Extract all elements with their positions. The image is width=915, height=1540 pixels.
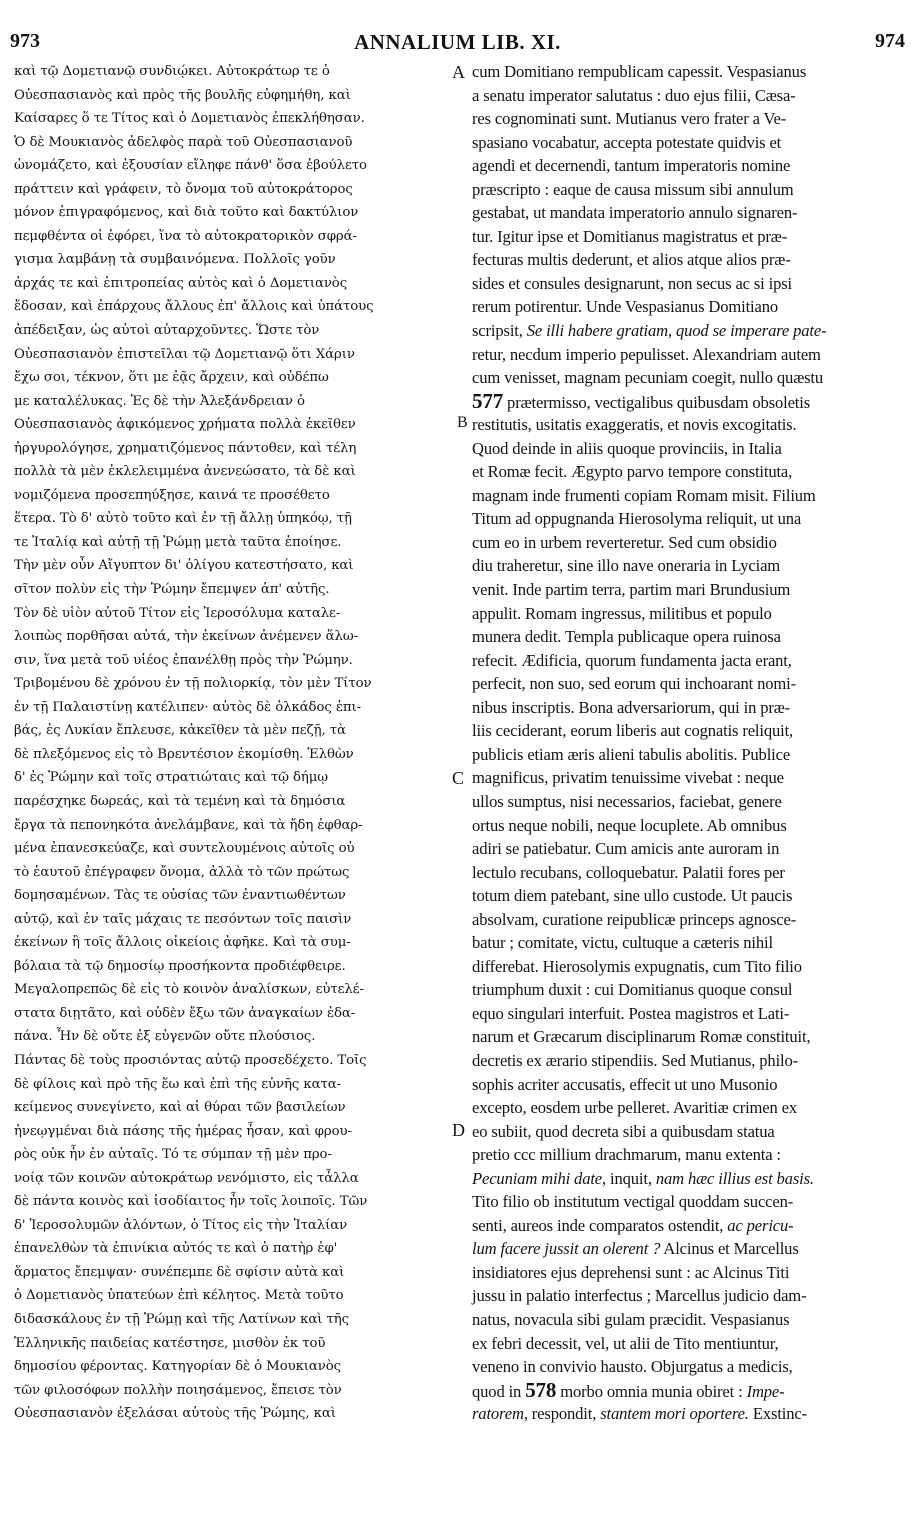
greek-line: τὸ ἑαυτοῦ ἐπέγραφεν ὄνομα, ἀλλὰ τὸ τῶν πρώτως bbox=[14, 864, 350, 880]
latin-line: liis ceciderant, eorum liberis aut cognatis reliquit, bbox=[472, 721, 794, 741]
greek-line: σιν, ἵνα μετὰ τοῦ υἱέος ἐπανέλθῃ πρὸς τὴν Ῥώμην. bbox=[14, 652, 353, 668]
greek-line: παρέσχηκε δωρεάς, καὶ τὰ τεμένη καὶ τὰ δημόσια bbox=[14, 793, 346, 809]
latin-line: appulit. Romam ingressus, militibus et populo bbox=[472, 603, 772, 623]
latin-line bbox=[472, 319, 904, 343]
greek-text-column bbox=[14, 60, 454, 1426]
greek-line: Πάντας δὲ τοὺς προσιόντας αὐτῷ προσεδέχετο. Τοῖς bbox=[14, 1052, 367, 1068]
latin-line: absolvam, curatione reipublicæ princeps agnosce- bbox=[472, 909, 797, 929]
latin-line: jussu in palatio interfectus ; Marcellus judicio dam- bbox=[472, 1286, 807, 1306]
greek-line: με καταλέλυκας. Ἐς δὲ τὴν Ἀλεξάνδρειαν ὁ bbox=[14, 393, 305, 409]
greek-line: δὲ φίλοις καὶ πρὸ τῆς ἕω καὶ ἐπὶ τῆς εὐνῆς κατα- bbox=[14, 1076, 341, 1092]
latin-line: cum eo in urbem reverteretur. Sed cum obsidio bbox=[472, 532, 777, 552]
greek-line: δὲ πάντα κοινὸς καὶ ἰσοδίαιτος ἦν τοῖς λοιποῖς. Τῶν bbox=[14, 1194, 368, 1210]
latin-line: refecit. Ædificia, quorum fundamenta jacta erant, bbox=[472, 650, 792, 670]
quotation-italic: ac pericu- bbox=[727, 1215, 794, 1235]
greek-line: ἅρματος ἔπεμψαν· συνέπεμπε δὲ σφίσιν αὐτὰ καὶ bbox=[14, 1264, 345, 1280]
greek-line: βάς, ἐς Λυκίαν ἔπλευσε, κἀκεῖθεν τὰ μὲν πεζῇ, τὰ bbox=[14, 723, 346, 739]
greek-line: δομησαμένων. Τὰς τε οὐσίας τῶν ἐναντιωθέντων bbox=[14, 888, 346, 904]
latin-line: pretio ccc millium drachmarum, manu extenta : bbox=[472, 1145, 781, 1165]
greek-line: στατα διῃτᾶτο, καὶ οὐδὲν ἔξω τῶν ἀναγκαίων ἐδα- bbox=[14, 1005, 356, 1021]
section-marker-b: B bbox=[457, 414, 468, 431]
greek-line: ρὸς οὐκ ἦν ἐν αὐταῖς. Τό τε σύμπαν τῇ μὲν προ- bbox=[14, 1147, 332, 1163]
greek-line: Οὐεσπασιανὸς ἀφικόμενος χρήματα πολλὰ ἐκεῖθεν bbox=[14, 417, 356, 433]
greek-line: Τριβομένου δὲ χρόνου ἐν τῇ πολιορκίᾳ, τὸν μὲν Τίτον bbox=[14, 676, 372, 692]
latin-line: et Romæ fecit. Ægypto parvo tempore constituta, bbox=[472, 462, 793, 482]
greek-line: ἠργυρολόγησε, χρηματιζόμενος πάντοθεν, καὶ τέλη bbox=[14, 440, 357, 456]
greek-line: βόλαια τὰ τῷ δημοσίῳ προσήκοντα προδιέφθειρε. bbox=[14, 958, 346, 974]
latin-line: triumphum duxit : cui Domitianus quoque consul bbox=[472, 980, 793, 1000]
latin-line bbox=[472, 1379, 904, 1403]
greek-line: ἀπέδειξαν, ὡς αὐτοὶ αὐταρχοῦντες. Ὥστε τὸν bbox=[14, 323, 320, 339]
latin-line: nibus inscriptis. Bona adversariorum, qui in præ- bbox=[472, 697, 791, 717]
greek-line: πράττειν καὶ γράφειν, τὸ ὄνομα τοῦ αὐτοκράτορος bbox=[14, 181, 353, 197]
latin-line: restitutis, usitatis exaggeratis, et novis excogitatis. bbox=[472, 415, 797, 435]
greek-line: αὐτῷ, καὶ ἐν ταῖς μάχαις τε πεσόντων τοῖς παισὶν bbox=[14, 911, 352, 927]
greek-line: Τὸν δὲ υἱὸν αὐτοῦ Τίτον εἰς Ἱεροσόλυμα καταλε- bbox=[14, 605, 341, 621]
quotation-italic: nam hæc illius est basis. bbox=[655, 1168, 814, 1188]
greek-line: Οὐεσπασιανὸν ἐπιστεῖλαι τῷ Δομετιανῷ ὅτι Χάριν bbox=[14, 346, 355, 362]
latin-line: ullos sumptus, nisi necessarios, faciebat, genere bbox=[472, 791, 782, 811]
latin-text: , respondit, bbox=[523, 1404, 601, 1424]
latin-line bbox=[472, 1402, 904, 1426]
right-page-number: 974 bbox=[875, 30, 905, 52]
greek-line: Ἑλληνικῆς παιδείας κατέστησε, μισθὸν ἐκ τοῦ bbox=[14, 1335, 326, 1351]
latin-line bbox=[472, 1167, 904, 1191]
latin-text: , inquit, bbox=[602, 1168, 656, 1188]
quotation-italic: ratorem bbox=[472, 1404, 524, 1424]
greek-line: πάνα. Ἦν δὲ οὔτε ἐξ εὐγενῶν οὔτε πλούσιος. bbox=[14, 1029, 316, 1045]
latin-line: a senatu imperator salutatus : duo ejus filii, Cæsa- bbox=[472, 85, 796, 105]
margin-section-number: 578 bbox=[525, 1377, 557, 1402]
greek-line: σῖτον πολὺν εἰς τὴν Ῥώμην ἔπεμψεν ἀπ' αὐτῆς. bbox=[14, 582, 330, 598]
section-marker-d: D bbox=[452, 1120, 465, 1140]
latin-line: publicis etiam æris alieni tabulis abolitis. Publice bbox=[472, 744, 791, 764]
latin-line: equo singulari interfuit. Postea magistros et Lati- bbox=[472, 1003, 790, 1023]
greek-line: τε Ἰταλίᾳ καὶ αὐτῇ τῇ Ῥώμῃ μετὰ ταῦτα ἐποίησε. bbox=[14, 534, 342, 550]
greek-line: ἕτερα. Τὸ δ' αὐτὸ τοῦτο καὶ ἐν τῇ ἄλλῃ ὑπηκόῳ, τῇ bbox=[14, 511, 352, 527]
latin-line: ex febri decessit, vel, ut alii de Tito mentiuntur, bbox=[472, 1333, 779, 1353]
latin-text: scripsit, bbox=[472, 321, 527, 341]
greek-line: ὁ Δομετιανὸς ὑπατεύων ἐπὶ κέλητος. Μετὰ τοῦτο bbox=[14, 1288, 344, 1304]
latin-text: Alcinus et Marcellus bbox=[660, 1239, 799, 1259]
greek-line: ἠνεῳγμέναι διὰ πάσης τῆς ἡμέρας ἦσαν, καὶ φρου- bbox=[14, 1123, 352, 1139]
quotation-italic: retur, necdum imperio pepulisset. Alexandriam autem bbox=[472, 344, 821, 364]
latin-line: præscripto : eaque de causa missum sibi annulum bbox=[472, 179, 794, 199]
greek-line: γισμα λαμβάνῃ τὰ συμβαινόμενα. Πολλοῖς γοῦν bbox=[14, 252, 336, 268]
latin-line: tur. Igitur ipse et Domitianus magistratus et præ- bbox=[472, 226, 788, 246]
greek-line: ἔδοσαν, καὶ ἐπάρχους ἄλλους ἐπ' ἄλλοις καὶ ὑπάτους bbox=[14, 299, 374, 315]
latin-line: fecturas multis dederunt, et alios atque alios præ- bbox=[472, 250, 791, 270]
latin-line: venit. Inde partim terra, partim mari Brundusium bbox=[472, 580, 791, 600]
greek-line: Ὁ δὲ Μουκιανὸς ἀδελφὸς παρὰ τοῦ Οὐεσπασιανοῦ bbox=[14, 134, 353, 150]
greek-line: καὶ τῷ Δομετιανῷ συνδιῴκει. Αὐτοκράτωρ τε ὁ bbox=[14, 64, 330, 79]
latin-line: rerum potirentur. Unde Vespasianus Domitiano bbox=[472, 297, 779, 317]
quotation-italic: stantem mori oportere. bbox=[600, 1404, 749, 1424]
left-page-number: 973 bbox=[10, 30, 40, 52]
greek-line: ἐν τῇ Παλαιστίνῃ κατέλιπεν· αὐτὸς δὲ ὁλκάδος ἐπι- bbox=[14, 699, 362, 715]
quotation-italic: lum facere jussit an olerent ? bbox=[472, 1239, 661, 1259]
quotation-italic: Pecuniam mihi date bbox=[472, 1168, 603, 1188]
latin-line: magnam inde frumenti copiam Romam misit. Filium bbox=[472, 485, 816, 505]
latin-line: magnificus, privatim tenuissime vivebat : neque bbox=[472, 768, 784, 788]
latin-line bbox=[472, 343, 904, 367]
latin-text: prætermisso, vectigalibus quibusdam obsoletis bbox=[503, 392, 811, 412]
greek-line: ἀρχάς τε καὶ ἐπιτροπείας αὐτὸς καὶ ὁ Δομετιανὸς bbox=[14, 275, 348, 291]
latin-line: perfecit, non suo, sed eorum qui inchoarant nomi- bbox=[472, 674, 796, 694]
greek-line: δὲ πλεξόμενος εἰς τὸ Βρεντέσιον ἐκομίσθη. Ἐλθὼν bbox=[14, 746, 354, 762]
greek-line: τῶν φιλοσόφων πολλὴν ποιησάμενος, ἔπεισε τὸν bbox=[14, 1382, 342, 1398]
latin-line: differebat. Hierosolymis expugnatis, cum Tito filio bbox=[472, 956, 802, 976]
latin-line: natus, novacula sibi gulam præcidit. Vespasianus bbox=[472, 1309, 790, 1329]
page-header bbox=[10, 30, 905, 58]
latin-line bbox=[472, 1237, 904, 1261]
greek-line: πεμφθέντα οἱ ἐφόρει, ἵνα τὸ αὐτοκρατορικὸν σφρά- bbox=[14, 228, 357, 244]
greek-line: Οὐεσπασιανὸν ἐξελάσαι αὐτοὺς τῆς Ῥώμης, καὶ bbox=[14, 1406, 336, 1422]
latin-text: senti, aureos inde comparatos ostendit, bbox=[472, 1215, 728, 1235]
latin-line: res cognominati sunt. Mutianus vero frater a Ve- bbox=[472, 109, 787, 129]
greek-line: Τὴν μὲν οὖν Αἴγυπτον δι' ὀλίγου κατεστήσατο, καὶ bbox=[14, 558, 354, 574]
quotation-italic: Impe- bbox=[746, 1381, 785, 1401]
greek-line: ἔργα τὰ πεπονηκότα ἀνελάμβανε, καὶ τὰ ἤδη ἐφθαρ- bbox=[14, 817, 363, 833]
latin-line: munera dedit. Templa publicaque opera ruinosa bbox=[472, 627, 781, 647]
greek-line: νοίᾳ τῶν κοινῶν αὐτοκράτωρ νενόμιστο, εἰς τἆλλα bbox=[14, 1170, 359, 1186]
greek-line: μόνον ἐπιγραφόμενος, καὶ διὰ τοῦτο καὶ δακτύλιον bbox=[14, 205, 359, 221]
greek-line: ὠνομάζετο, καὶ ἐξουσίαν εἴληφε πάνθ' ὅσα ἐβούλετο bbox=[14, 158, 367, 174]
latin-line bbox=[472, 390, 904, 414]
latin-line: narum et Græcarum disciplinarum Romæ constituit, bbox=[472, 1027, 811, 1047]
section-marker-a: A bbox=[452, 62, 465, 82]
running-title: ANNALIUM LIB. XI. bbox=[354, 30, 561, 54]
greek-line: Οὐεσπασιανὸς καὶ πρὸς τῆς βουλῆς εὐφημήθη, καὶ bbox=[14, 87, 351, 103]
latin-line: Titum ad oppugnanda Hierosolyma reliquit, ut una bbox=[472, 509, 802, 529]
latin-text: morbo omnia munia obiret : bbox=[556, 1381, 747, 1401]
greek-line: διδασκάλους ἐν τῇ Ῥώμῃ καὶ τῆς Λατίνων καὶ τῆς bbox=[14, 1311, 349, 1327]
greek-line: Καίσαρες ὅ τε Τίτος καὶ ὁ Δομετιανὸς ἐπεκλήθησαν. bbox=[14, 111, 365, 127]
latin-line: excepto, eosdem urbe pelleret. Avaritiæ crimen ex bbox=[472, 1098, 798, 1118]
latin-line: gestabat, ut mandata imperatorio annulo signaren- bbox=[472, 203, 798, 223]
latin-text-column bbox=[472, 60, 904, 1426]
latin-line: Quod deinde in aliis quoque provinciis, in Italia bbox=[472, 438, 782, 458]
greek-line: πολλὰ τὰ μὲν ἐκλελειμμένα ἀνενεώσατο, τὰ δὲ καὶ bbox=[14, 464, 356, 480]
latin-text: Exstinc- bbox=[748, 1404, 807, 1424]
latin-line: decretis ex ærario stipendiis. Sed Mutianus, philo- bbox=[472, 1050, 799, 1070]
greek-line: Μεγαλοπρεπῶς δὲ εἰς τὸ κοινὸν ἀναλίσκων, εὐτελέ- bbox=[14, 982, 364, 998]
margin-section-number: 577 bbox=[472, 388, 504, 413]
quotation-italic: Se illi habere gratiam, quod se imperare pate- bbox=[526, 321, 827, 341]
latin-line: sides et consules designarunt, non secus ac si ipsi bbox=[472, 273, 793, 293]
greek-line: δ' ἐς Ῥώμην καὶ τοῖς στρατιώταις καὶ τῷ δήμῳ bbox=[14, 770, 329, 786]
greek-line: νομιζόμενα προσεπηύξησε, καινά τε προσέθετο bbox=[14, 487, 330, 503]
latin-text: quod in bbox=[472, 1381, 526, 1401]
latin-line: ortus neque nobili, neque locuplete. Ab omnibus bbox=[472, 815, 787, 835]
greek-line: ἐκείνων ἢ τοῖς ἄλλοις οἰκείοις ἀφῆκε. Καὶ τὰ συμ- bbox=[14, 935, 351, 951]
latin-line: adiri se patiebatur. Cum amicis ante auroram in bbox=[472, 839, 780, 859]
section-marker-c: C bbox=[452, 768, 465, 788]
greek-line: δ' Ἱεροσολυμῶν ἁλόντων, ὁ Τίτος εἰς τὴν Ἰταλίαν bbox=[14, 1217, 348, 1233]
latin-line: batur ; comitate, victu, cultuque a cæteris nihil bbox=[472, 933, 773, 953]
latin-line: Tito filio ob institutum vectigal quoddam succen- bbox=[472, 1192, 794, 1212]
greek-line: ἐπανελθὼν τὰ ἐπινίκια αὐτός τε καὶ ὁ πατὴρ ἐφ' bbox=[14, 1241, 338, 1257]
greek-line: κείμενος συνεγίνετο, καὶ αἱ θύραι τῶν βασιλείων bbox=[14, 1100, 346, 1116]
latin-line: totum diem patebant, sine ullo custode. Ut paucis bbox=[472, 886, 793, 906]
latin-line: veneno in convivio hausto. Objurgatus a medicis, bbox=[472, 1357, 793, 1377]
latin-line: insidiatores ejus deprehensi sunt : ac Alcinus Titi bbox=[472, 1262, 790, 1282]
latin-line bbox=[472, 1214, 904, 1238]
latin-line: eo subiit, quod decreta sibi a quibusdam statua bbox=[472, 1121, 775, 1141]
greek-line: μένα ἐπανεσκεύαζε, καὶ συντελουμένοις αὐτοῖς οὐ bbox=[14, 841, 355, 857]
latin-line: lectulo recubans, colloquebatur. Palatii fores per bbox=[472, 862, 785, 882]
greek-line: δημοσίου φέροντας. Κατηγορίαν δὲ ὁ Μουκιανὸς bbox=[14, 1359, 342, 1375]
latin-line: sophis acriter accusatis, effecit ut uno Musonio bbox=[472, 1074, 778, 1094]
latin-line: cum Domitiano rempublicam capessit. Vespasianus bbox=[472, 62, 807, 81]
latin-line: cum venisset, magnam pecuniam coegit, nullo quæstu bbox=[472, 368, 824, 388]
latin-line: agendi et decernendi, tantum imperatoris nomine bbox=[472, 156, 791, 176]
greek-line: λοιπὼς πορθῆσαι αὐτά, τὴν ἐκείνων ἀνέμενεν ἅλω- bbox=[14, 629, 359, 645]
latin-line: diu traheretur, sine illo nave oneraria in Lyciam bbox=[472, 556, 781, 576]
greek-line: ἔχω σοι, τέκνον, ὅτι με ἐᾷς ἄρχειν, καὶ οὐδέπω bbox=[14, 370, 329, 386]
latin-line: spasiano vocabatur, accepta potestate quidvis et bbox=[472, 132, 782, 152]
